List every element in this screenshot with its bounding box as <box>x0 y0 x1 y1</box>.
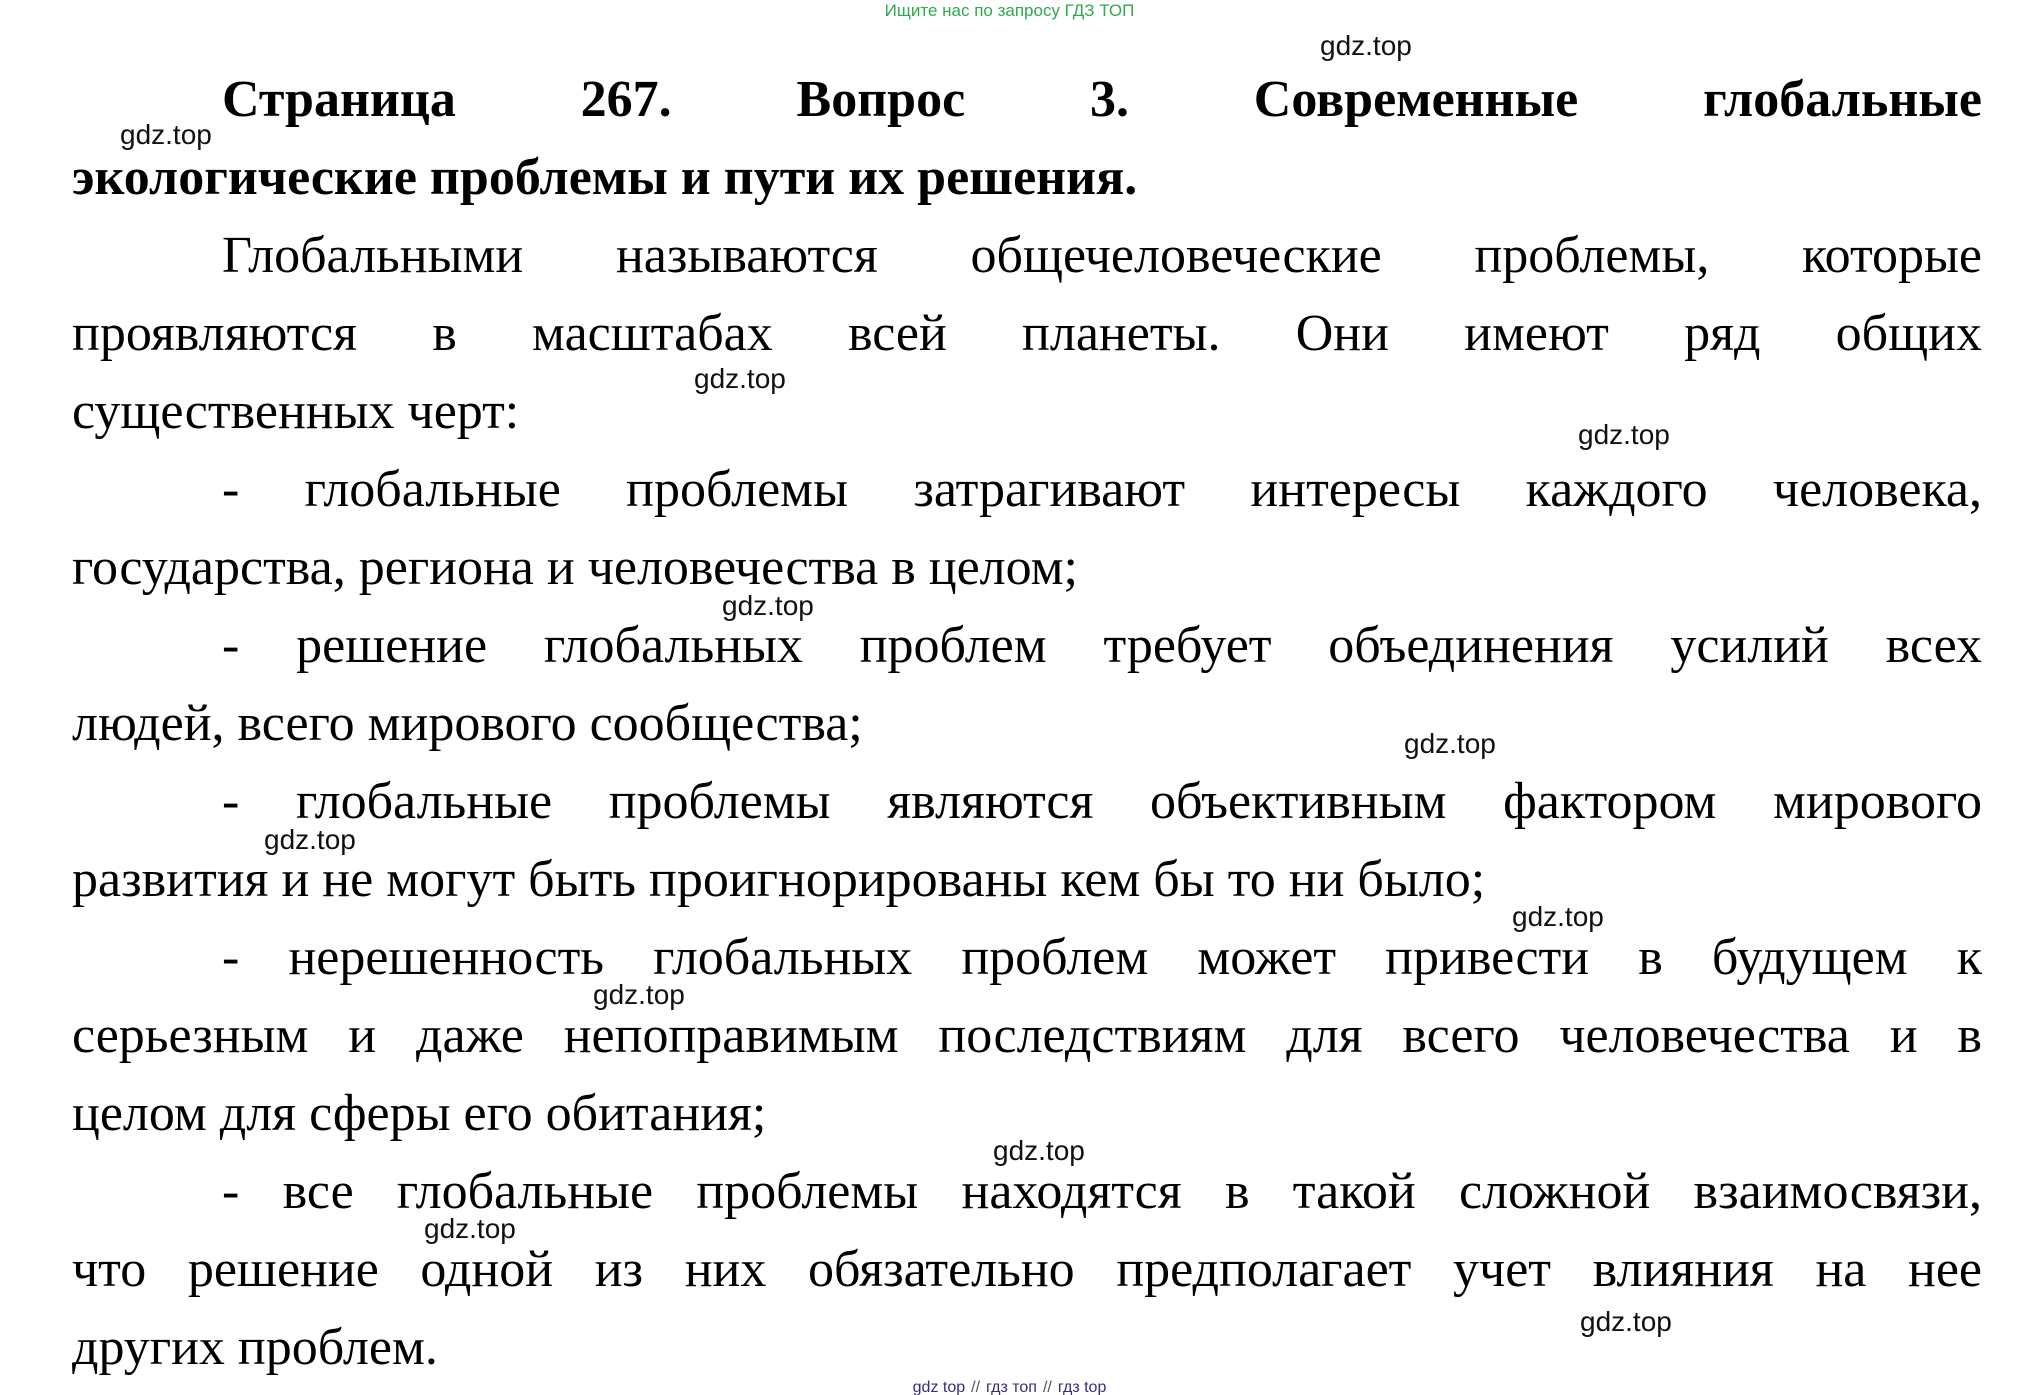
list-item-line: - нерешенность глобальных проблем может привести в будущем к <box>222 929 1982 986</box>
list-item-line: что решение одной из них обязательно предполагает учет влияния на нее <box>72 1241 1982 1298</box>
watermark-text: gdz.top <box>1512 901 1604 932</box>
watermark-text: gdz.top <box>424 1213 516 1244</box>
watermark-text: gdz.top <box>694 363 786 394</box>
watermark-text: gdz.top <box>1580 1306 1672 1337</box>
page-title-line-2: экологические проблемы и пути их решения. <box>72 149 1138 206</box>
list-item-line: государства, региона и человечества в целом; <box>72 539 1078 596</box>
list-item-line: - глобальные проблемы затрагивают интересы каждого человека, <box>222 461 1982 518</box>
list-item-line: развития и не могут быть проигнорированы кем бы то ни было; <box>72 851 1486 908</box>
footer-separator: // <box>1042 1379 1052 1395</box>
footer-link-gdz-top[interactable]: gdz top <box>912 1379 966 1395</box>
page-title-line-1: Страница 267. Вопрос 3. Современные глобальные <box>222 71 1982 128</box>
list-item-line: - все глобальные проблемы находятся в такой сложной взаимосвязи, <box>222 1163 1982 1220</box>
document-body <box>72 61 1982 1387</box>
paragraph-line: проявляются в масштабах всей планеты. Они имеют ряд общих <box>72 305 1982 362</box>
watermark-text: gdz.top <box>1320 30 1412 61</box>
list-item-line: серьезным и даже непоправимым последствиям для всего человечества и в <box>72 1007 1982 1064</box>
watermark-text: gdz.top <box>120 119 212 150</box>
list-item-line: других проблем. <box>72 1319 438 1376</box>
footer-link-gdz-top-mixed[interactable]: гдз top <box>1057 1379 1107 1395</box>
list-item-line: - глобальные проблемы являются объективным фактором мирового <box>222 773 1982 830</box>
list-item-line: - решение глобальных проблем требует объединения усилий всех <box>222 617 1982 674</box>
list-item-line: целом для сферы его обитания; <box>72 1085 767 1142</box>
watermark-text: gdz.top <box>722 590 814 621</box>
footer-links <box>0 1381 2019 1395</box>
search-hint-link[interactable]: Ищите нас по запросу ГДЗ ТОП <box>884 1 1135 20</box>
watermark-text: gdz.top <box>1578 419 1670 450</box>
watermark-text: gdz.top <box>264 824 356 855</box>
footer-separator: // <box>971 1379 981 1395</box>
watermark-text: gdz.top <box>593 979 685 1010</box>
watermark-text: gdz.top <box>993 1135 1085 1166</box>
paragraph-line: существенных черт: <box>72 383 520 440</box>
paragraph-line: Глобальными называются общечеловеческие проблемы, которые <box>222 227 1982 284</box>
footer-link-gdz-top-ru[interactable]: гдз топ <box>986 1379 1037 1395</box>
watermark-text: gdz.top <box>1404 728 1496 759</box>
list-item-line: людей, всего мирового сообщества; <box>72 695 863 752</box>
